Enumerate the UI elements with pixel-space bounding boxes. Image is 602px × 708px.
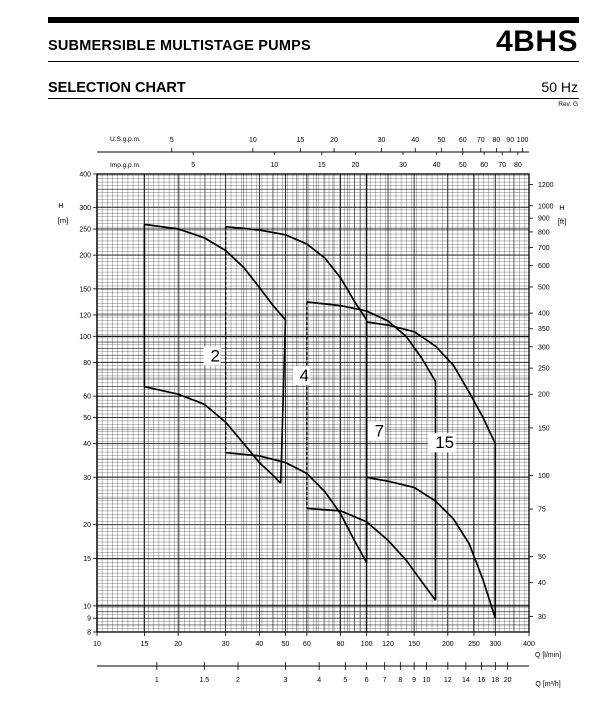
revision-label: Rev. G xyxy=(558,101,578,108)
m3h-axis-title: Q [m³/h] xyxy=(535,681,561,688)
ft-tick-label: 800 xyxy=(538,229,550,237)
impgpm-tick-label: 30 xyxy=(399,162,407,169)
y-tick-label: 30 xyxy=(83,474,91,482)
x-tick-label: 250 xyxy=(468,641,480,648)
y-tick-label: 40 xyxy=(83,441,91,449)
ft-tick-label: 250 xyxy=(538,365,550,373)
x-tick-label: 40 xyxy=(255,641,264,648)
impgpm-tick-label: 40 xyxy=(432,162,441,169)
ft-tick-label: 400 xyxy=(538,310,550,318)
y-tick-label: 200 xyxy=(79,252,91,260)
x-tick-label: 300 xyxy=(489,641,502,648)
usgpm-tick-label: 10 xyxy=(248,137,257,144)
y-tick-label: 8 xyxy=(87,629,91,637)
ft-tick-label: 700 xyxy=(538,245,550,253)
ft-axis-title: H xyxy=(559,203,565,212)
usgpm-tick-label: 90 xyxy=(506,137,515,144)
x-tick-label: 15 xyxy=(140,641,149,648)
x-tick-label: 20 xyxy=(174,641,183,648)
m3h-tick-label: 9 xyxy=(412,677,417,684)
usgpm-tick-label: 15 xyxy=(296,137,305,144)
y-tick-label: 120 xyxy=(79,312,91,320)
m3h-tick-label: 4 xyxy=(317,677,322,684)
document-title: SUBMERSIBLE MULTISTAGE PUMPS xyxy=(48,38,311,54)
range-4-label: 4 xyxy=(299,365,310,385)
range-2-bottom-curve xyxy=(145,387,281,484)
x-tick-label: 150 xyxy=(408,641,420,648)
usgpm-tick-label: 30 xyxy=(377,137,386,144)
y-tick-label: 10 xyxy=(83,603,91,611)
range-4-bottom-curve xyxy=(226,453,367,563)
x-tick-label: 80 xyxy=(336,641,345,648)
m3h-tick-label: 10 xyxy=(422,677,431,684)
impgpm-tick-label: 80 xyxy=(513,162,522,169)
m3h-tick-label: 16 xyxy=(477,677,486,684)
ft-tick-label: 100 xyxy=(538,472,550,480)
m3h-tick-label: 1.5 xyxy=(199,677,210,684)
ft-tick-label: 50 xyxy=(538,554,546,562)
usgpm-tick-label: 40 xyxy=(411,137,420,144)
ft-tick-label: 150 xyxy=(538,425,550,433)
y-tick-label: 60 xyxy=(83,393,91,401)
m3h-tick-label: 8 xyxy=(398,677,403,684)
usgpm-axis-title: U.S.g.p.m. xyxy=(110,136,141,143)
ft-tick-label: 40 xyxy=(538,580,546,588)
impgpm-axis-title: Imp.g.p.m. xyxy=(110,162,141,169)
m3h-tick-label: 14 xyxy=(461,677,470,684)
ft-tick-label: 1200 xyxy=(538,181,554,189)
usgpm-tick-label: 80 xyxy=(492,137,501,144)
impgpm-tick-label: 5 xyxy=(191,162,196,169)
m3h-tick-label: 1 xyxy=(154,677,159,684)
ft-tick-label: 1000 xyxy=(538,203,554,211)
ft-tick-label: 30 xyxy=(538,613,546,621)
x-tick-label: 100 xyxy=(360,641,373,648)
y-tick-label: 50 xyxy=(83,414,91,422)
impgpm-tick-label: 70 xyxy=(498,162,507,169)
x-tick-label: 200 xyxy=(441,641,454,648)
m3h-tick-label: 12 xyxy=(443,677,452,684)
x-tick-label: 120 xyxy=(382,641,394,648)
range-2-max-flow-line xyxy=(281,320,286,483)
y-tick-label: 100 xyxy=(79,333,91,341)
ft-tick-label: 350 xyxy=(538,326,550,334)
pump-curves xyxy=(144,224,495,618)
y-tick-label: 300 xyxy=(79,205,91,213)
ft-tick-label: 600 xyxy=(538,263,550,271)
usgpm-tick-label: 20 xyxy=(330,137,338,144)
impgpm-tick-label: 15 xyxy=(317,162,326,169)
usgpm-tick-label: 100 xyxy=(516,137,529,144)
m3h-tick-label: 2 xyxy=(236,677,240,684)
m3h-tick-label: 5 xyxy=(343,677,348,684)
plot-frame xyxy=(97,174,529,632)
impgpm-tick-label: 10 xyxy=(270,162,279,169)
ft-tick-label: 75 xyxy=(538,506,546,514)
frequency-label: 50 Hz xyxy=(541,79,578,95)
ft-tick-label: 900 xyxy=(538,215,550,223)
y-tick-label: 20 xyxy=(83,522,91,530)
chart-labels xyxy=(58,136,566,688)
range-7-bottom-curve xyxy=(307,508,436,600)
m3h-tick-label: 6 xyxy=(364,677,369,684)
y-tick-label: 15 xyxy=(83,555,91,563)
y-tick-label: 9 xyxy=(87,615,91,623)
y-tick-label: 80 xyxy=(83,359,91,367)
x-tick-label: 10 xyxy=(93,641,101,648)
y-tick-label: 250 xyxy=(79,226,91,234)
impgpm-tick-label: 50 xyxy=(458,162,467,169)
range-2-label: 2 xyxy=(210,346,220,366)
m3h-tick-label: 18 xyxy=(491,677,500,684)
y-axis-unit: [m] xyxy=(57,216,69,225)
ft-tick-label: 300 xyxy=(538,344,550,352)
y-axis-title: H xyxy=(58,201,64,210)
range-7-label: 7 xyxy=(374,421,385,441)
section-title: SELECTION CHART xyxy=(48,80,186,96)
model-code: 4BHS xyxy=(495,25,578,58)
ft-tick-label: 200 xyxy=(538,391,550,399)
m3h-tick-label: 3 xyxy=(283,677,288,684)
x-axis-title: Q [l/min] xyxy=(534,652,562,659)
x-tick-label: 30 xyxy=(221,641,230,648)
x-tick-label: 50 xyxy=(281,641,290,648)
ft-axis-unit: [ft] xyxy=(557,217,567,226)
range-7-top-curve xyxy=(307,302,436,382)
m3h-tick-label: 20 xyxy=(503,677,512,684)
usgpm-tick-label: 5 xyxy=(169,137,174,144)
x-tick-label: 60 xyxy=(302,641,311,648)
usgpm-tick-label: 60 xyxy=(458,137,467,144)
impgpm-tick-label: 60 xyxy=(480,162,489,169)
range-15-label: 15 xyxy=(435,433,455,453)
impgpm-tick-label: 20 xyxy=(351,162,360,169)
usgpm-tick-label: 70 xyxy=(476,137,485,144)
y-tick-label: 400 xyxy=(79,171,91,179)
usgpm-tick-label: 50 xyxy=(437,137,446,144)
x-tick-label: 400 xyxy=(523,641,535,648)
y-tick-label: 150 xyxy=(79,286,91,294)
m3h-tick-label: 7 xyxy=(382,677,387,684)
ft-tick-label: 500 xyxy=(538,284,550,292)
